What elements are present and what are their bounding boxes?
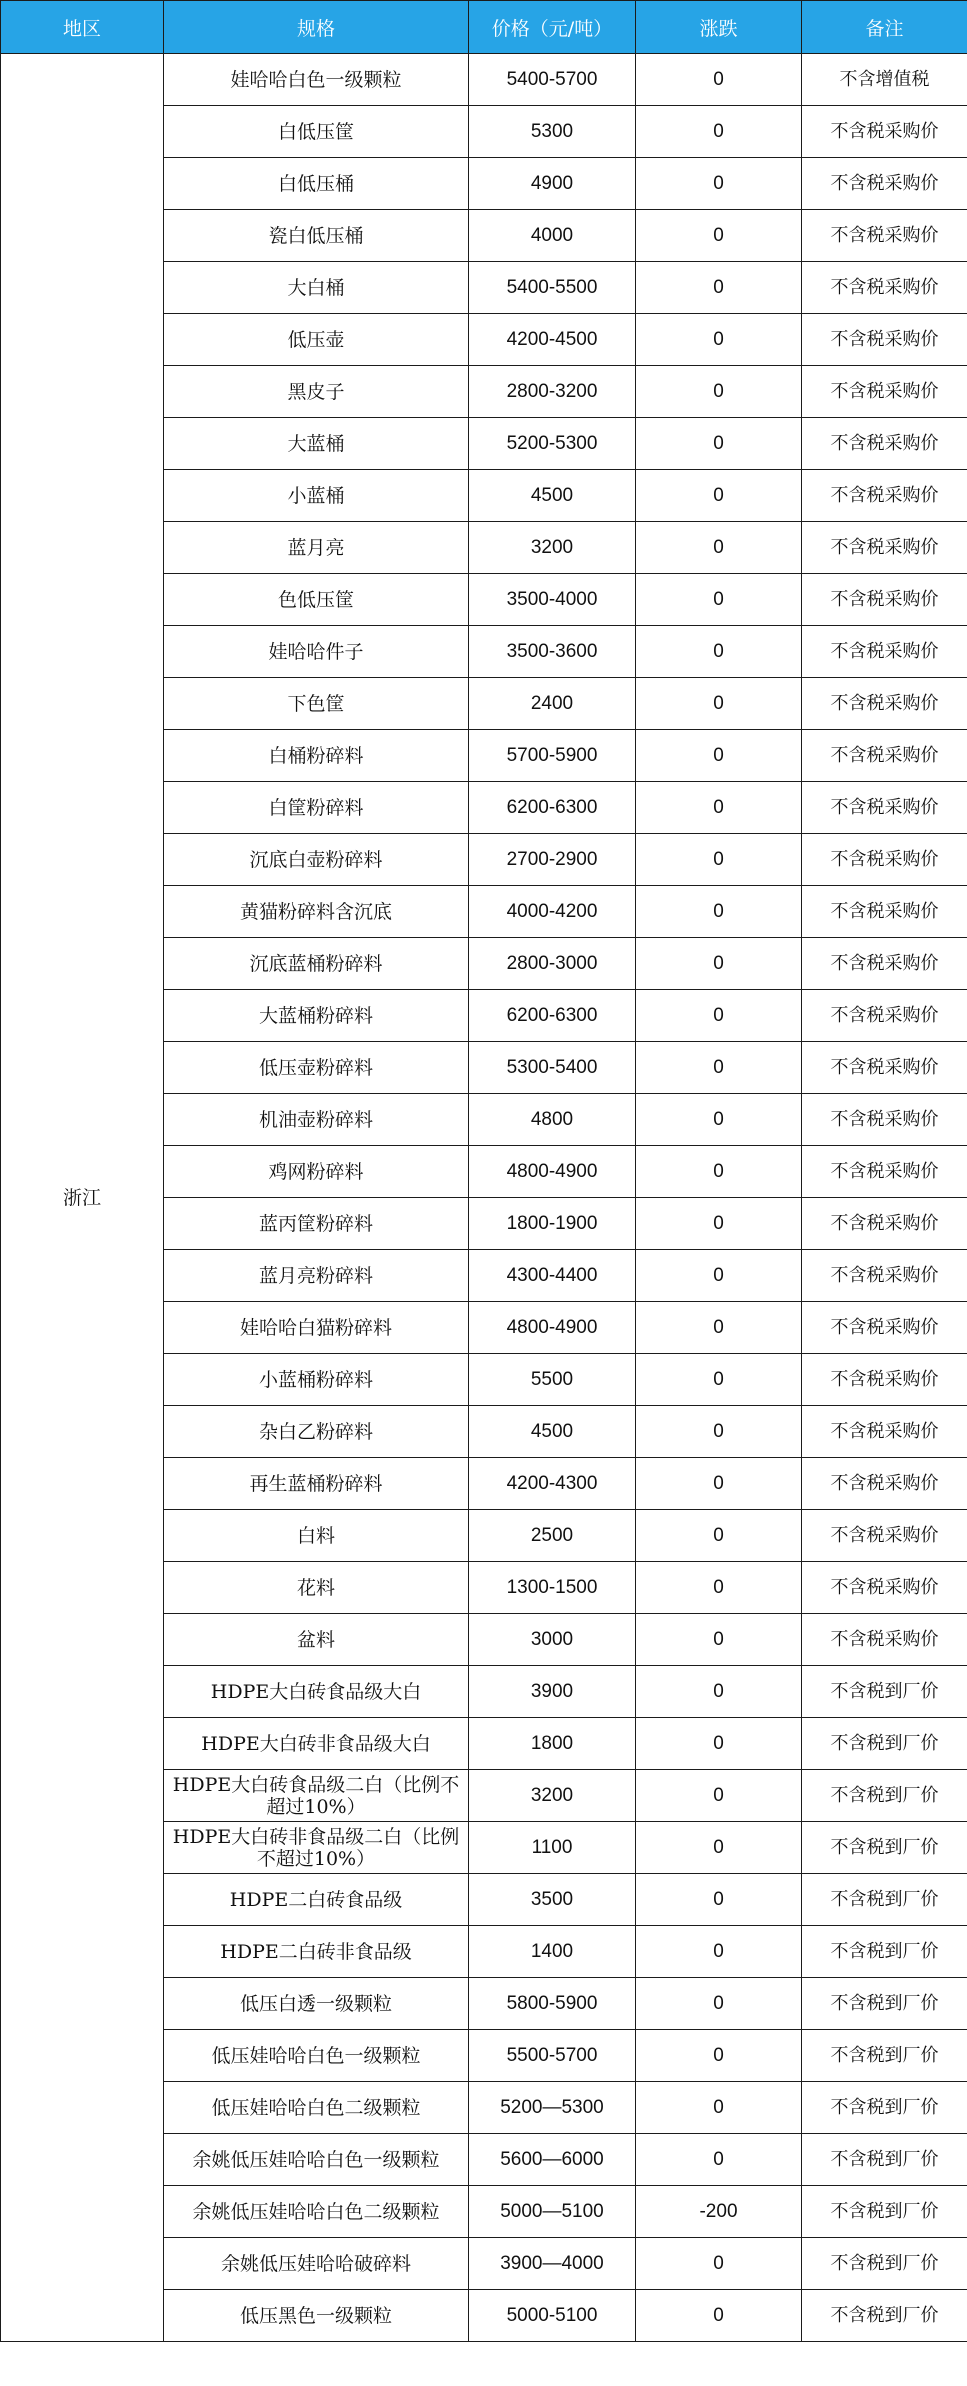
change-cell: 0 xyxy=(636,1926,802,1978)
note-cell: 不含税到厂价 xyxy=(802,2186,967,2238)
spec-cell: 机油壶粉碎料 xyxy=(164,1094,469,1146)
table-body xyxy=(1,54,967,2342)
price-cell: 3200 xyxy=(469,1770,636,1822)
change-cell: 0 xyxy=(636,1146,802,1198)
note-cell: 不含税采购价 xyxy=(802,886,967,938)
change-cell: 0 xyxy=(636,1614,802,1666)
spec-cell: 瓷白低压桶 xyxy=(164,210,469,262)
header-region: 地区 xyxy=(1,1,164,54)
spec-cell: 娃哈哈白猫粉碎料 xyxy=(164,1302,469,1354)
table-row xyxy=(1,54,967,106)
note-cell: 不含税采购价 xyxy=(802,470,967,522)
change-cell: 0 xyxy=(636,1718,802,1770)
change-cell: 0 xyxy=(636,1666,802,1718)
change-cell: 0 xyxy=(636,938,802,990)
price-cell: 5400-5500 xyxy=(469,262,636,314)
note-cell: 不含税采购价 xyxy=(802,366,967,418)
spec-cell: 余姚低压娃哈哈破碎料 xyxy=(164,2238,469,2290)
spec-cell: 杂白乙粉碎料 xyxy=(164,1406,469,1458)
note-cell: 不含税采购价 xyxy=(802,158,967,210)
note-cell: 不含税到厂价 xyxy=(802,1718,967,1770)
note-cell: 不含税采购价 xyxy=(802,938,967,990)
price-cell: 4500 xyxy=(469,1406,636,1458)
price-cell: 3500-3600 xyxy=(469,626,636,678)
note-cell: 不含税到厂价 xyxy=(802,2134,967,2186)
note-cell: 不含税采购价 xyxy=(802,990,967,1042)
spec-cell: 盆料 xyxy=(164,1614,469,1666)
note-cell: 不含税到厂价 xyxy=(802,1874,967,1926)
spec-cell: 白低压桶 xyxy=(164,158,469,210)
change-cell: 0 xyxy=(636,1978,802,2030)
change-cell: 0 xyxy=(636,262,802,314)
note-cell: 不含税采购价 xyxy=(802,1302,967,1354)
change-cell: 0 xyxy=(636,522,802,574)
header-change: 涨跌 xyxy=(636,1,802,54)
price-cell: 1800-1900 xyxy=(469,1198,636,1250)
region-cell: 浙江 xyxy=(1,54,164,2342)
header-price: 价格（元/吨） xyxy=(469,1,636,54)
price-cell: 4200-4300 xyxy=(469,1458,636,1510)
price-cell: 5200-5300 xyxy=(469,418,636,470)
note-cell: 不含税采购价 xyxy=(802,1250,967,1302)
note-cell: 不含税采购价 xyxy=(802,418,967,470)
price-cell: 5800-5900 xyxy=(469,1978,636,2030)
spec-cell: 沉底蓝桶粉碎料 xyxy=(164,938,469,990)
spec-cell: 下色筐 xyxy=(164,678,469,730)
change-cell: 0 xyxy=(636,2290,802,2342)
note-cell: 不含税到厂价 xyxy=(802,2238,967,2290)
note-cell: 不含税到厂价 xyxy=(802,1978,967,2030)
price-cell: 3000 xyxy=(469,1614,636,1666)
note-cell: 不含税采购价 xyxy=(802,1042,967,1094)
price-cell: 5300-5400 xyxy=(469,1042,636,1094)
spec-cell: 余姚低压娃哈哈白色二级颗粒 xyxy=(164,2186,469,2238)
spec-cell: 再生蓝桶粉碎料 xyxy=(164,1458,469,1510)
price-cell: 4800-4900 xyxy=(469,1146,636,1198)
price-cell: 4800 xyxy=(469,1094,636,1146)
change-cell: -200 xyxy=(636,2186,802,2238)
spec-cell: 蓝丙筐粉碎料 xyxy=(164,1198,469,1250)
note-cell: 不含增值税 xyxy=(802,54,967,106)
spec-cell: HDPE大白砖食品级二白（比例不超过10%） xyxy=(164,1770,469,1822)
spec-cell: 黑皮子 xyxy=(164,366,469,418)
price-cell: 3500 xyxy=(469,1874,636,1926)
change-cell: 0 xyxy=(636,54,802,106)
spec-cell: HDPE大白砖非食品级大白 xyxy=(164,1718,469,1770)
spec-cell: 低压娃哈哈白色二级颗粒 xyxy=(164,2082,469,2134)
table-header-row xyxy=(1,1,967,54)
note-cell: 不含税采购价 xyxy=(802,1614,967,1666)
price-cell: 5200—5300 xyxy=(469,2082,636,2134)
header-note: 备注 xyxy=(802,1,967,54)
spec-cell: HDPE大白砖食品级大白 xyxy=(164,1666,469,1718)
change-cell: 0 xyxy=(636,418,802,470)
spec-cell: 大白桶 xyxy=(164,262,469,314)
change-cell: 0 xyxy=(636,2030,802,2082)
note-cell: 不含税采购价 xyxy=(802,1094,967,1146)
spec-cell: 色低压筐 xyxy=(164,574,469,626)
change-cell: 0 xyxy=(636,1302,802,1354)
spec-cell: 小蓝桶粉碎料 xyxy=(164,1354,469,1406)
spec-cell: HDPE二白砖非食品级 xyxy=(164,1926,469,1978)
change-cell: 0 xyxy=(636,1406,802,1458)
change-cell: 0 xyxy=(636,1198,802,1250)
note-cell: 不含税到厂价 xyxy=(802,2030,967,2082)
spec-cell: 蓝月亮 xyxy=(164,522,469,574)
spec-cell: 黄猫粉碎料含沉底 xyxy=(164,886,469,938)
note-cell: 不含税采购价 xyxy=(802,1198,967,1250)
spec-cell: HDPE大白砖非食品级二白（比例不超过10%） xyxy=(164,1822,469,1874)
spec-cell: 娃哈哈件子 xyxy=(164,626,469,678)
spec-cell: 蓝月亮粉碎料 xyxy=(164,1250,469,1302)
note-cell: 不含税采购价 xyxy=(802,314,967,366)
price-cell: 4900 xyxy=(469,158,636,210)
price-cell: 3200 xyxy=(469,522,636,574)
change-cell: 0 xyxy=(636,730,802,782)
price-cell: 5000-5100 xyxy=(469,2290,636,2342)
price-cell: 3900—4000 xyxy=(469,2238,636,2290)
note-cell: 不含税采购价 xyxy=(802,1406,967,1458)
change-cell: 0 xyxy=(636,470,802,522)
change-cell: 0 xyxy=(636,626,802,678)
price-cell: 5400-5700 xyxy=(469,54,636,106)
spec-cell: 低压娃哈哈白色一级颗粒 xyxy=(164,2030,469,2082)
note-cell: 不含税采购价 xyxy=(802,106,967,158)
price-cell: 2800-3200 xyxy=(469,366,636,418)
note-cell: 不含税采购价 xyxy=(802,522,967,574)
note-cell: 不含税采购价 xyxy=(802,678,967,730)
change-cell: 0 xyxy=(636,1094,802,1146)
change-cell: 0 xyxy=(636,106,802,158)
price-cell: 2500 xyxy=(469,1510,636,1562)
change-cell: 0 xyxy=(636,1770,802,1822)
price-cell: 5300 xyxy=(469,106,636,158)
note-cell: 不含税采购价 xyxy=(802,262,967,314)
note-cell: 不含税采购价 xyxy=(802,834,967,886)
spec-cell: 低压黑色一级颗粒 xyxy=(164,2290,469,2342)
spec-cell: 白筐粉碎料 xyxy=(164,782,469,834)
price-cell: 2400 xyxy=(469,678,636,730)
change-cell: 0 xyxy=(636,1510,802,1562)
change-cell: 0 xyxy=(636,1458,802,1510)
note-cell: 不含税到厂价 xyxy=(802,1770,967,1822)
change-cell: 0 xyxy=(636,1562,802,1614)
spec-cell: 余姚低压娃哈哈白色一级颗粒 xyxy=(164,2134,469,2186)
spec-cell: 花料 xyxy=(164,1562,469,1614)
price-cell: 5700-5900 xyxy=(469,730,636,782)
change-cell: 0 xyxy=(636,2134,802,2186)
price-cell: 1400 xyxy=(469,1926,636,1978)
price-cell: 6200-6300 xyxy=(469,990,636,1042)
note-cell: 不含税到厂价 xyxy=(802,1926,967,1978)
change-cell: 0 xyxy=(636,210,802,262)
spec-cell: 白桶粉碎料 xyxy=(164,730,469,782)
change-cell: 0 xyxy=(636,2238,802,2290)
spec-cell: 低压壶 xyxy=(164,314,469,366)
change-cell: 0 xyxy=(636,1874,802,1926)
change-cell: 0 xyxy=(636,678,802,730)
spec-cell: HDPE二白砖食品级 xyxy=(164,1874,469,1926)
note-cell: 不含税到厂价 xyxy=(802,2082,967,2134)
change-cell: 0 xyxy=(636,574,802,626)
price-cell: 4000-4200 xyxy=(469,886,636,938)
note-cell: 不含税采购价 xyxy=(802,574,967,626)
change-cell: 0 xyxy=(636,314,802,366)
note-cell: 不含税采购价 xyxy=(802,782,967,834)
spec-cell: 小蓝桶 xyxy=(164,470,469,522)
note-cell: 不含税采购价 xyxy=(802,210,967,262)
change-cell: 0 xyxy=(636,158,802,210)
price-cell: 1300-1500 xyxy=(469,1562,636,1614)
change-cell: 0 xyxy=(636,2082,802,2134)
change-cell: 0 xyxy=(636,782,802,834)
note-cell: 不含税到厂价 xyxy=(802,1822,967,1874)
price-cell: 4500 xyxy=(469,470,636,522)
note-cell: 不含税到厂价 xyxy=(802,2290,967,2342)
change-cell: 0 xyxy=(636,366,802,418)
spec-cell: 大蓝桶 xyxy=(164,418,469,470)
change-cell: 0 xyxy=(636,834,802,886)
price-cell: 5500-5700 xyxy=(469,2030,636,2082)
price-cell: 3900 xyxy=(469,1666,636,1718)
spec-cell: 低压壶粉碎料 xyxy=(164,1042,469,1094)
price-cell: 1800 xyxy=(469,1718,636,1770)
price-cell: 4800-4900 xyxy=(469,1302,636,1354)
price-cell: 2700-2900 xyxy=(469,834,636,886)
change-cell: 0 xyxy=(636,990,802,1042)
price-cell: 4300-4400 xyxy=(469,1250,636,1302)
change-cell: 0 xyxy=(636,1822,802,1874)
note-cell: 不含税采购价 xyxy=(802,1146,967,1198)
price-cell: 5600—6000 xyxy=(469,2134,636,2186)
spec-cell: 大蓝桶粉碎料 xyxy=(164,990,469,1042)
spec-cell: 白料 xyxy=(164,1510,469,1562)
change-cell: 0 xyxy=(636,1354,802,1406)
spec-cell: 娃哈哈白色一级颗粒 xyxy=(164,54,469,106)
note-cell: 不含税采购价 xyxy=(802,1510,967,1562)
change-cell: 0 xyxy=(636,886,802,938)
spec-cell: 鸡网粉碎料 xyxy=(164,1146,469,1198)
change-cell: 0 xyxy=(636,1250,802,1302)
price-cell: 1100 xyxy=(469,1822,636,1874)
price-cell: 5500 xyxy=(469,1354,636,1406)
header-spec: 规格 xyxy=(164,1,469,54)
note-cell: 不含税采购价 xyxy=(802,1354,967,1406)
spec-cell: 沉底白壶粉碎料 xyxy=(164,834,469,886)
price-cell: 4200-4500 xyxy=(469,314,636,366)
note-cell: 不含税采购价 xyxy=(802,1458,967,1510)
spec-cell: 低压白透一级颗粒 xyxy=(164,1978,469,2030)
change-cell: 0 xyxy=(636,1042,802,1094)
price-cell: 4000 xyxy=(469,210,636,262)
note-cell: 不含税采购价 xyxy=(802,1562,967,1614)
note-cell: 不含税采购价 xyxy=(802,626,967,678)
note-cell: 不含税采购价 xyxy=(802,730,967,782)
price-cell: 5000—5100 xyxy=(469,2186,636,2238)
price-cell: 2800-3000 xyxy=(469,938,636,990)
spec-cell: 白低压筐 xyxy=(164,106,469,158)
price-cell: 6200-6300 xyxy=(469,782,636,834)
note-cell: 不含税到厂价 xyxy=(802,1666,967,1718)
price-cell: 3500-4000 xyxy=(469,574,636,626)
